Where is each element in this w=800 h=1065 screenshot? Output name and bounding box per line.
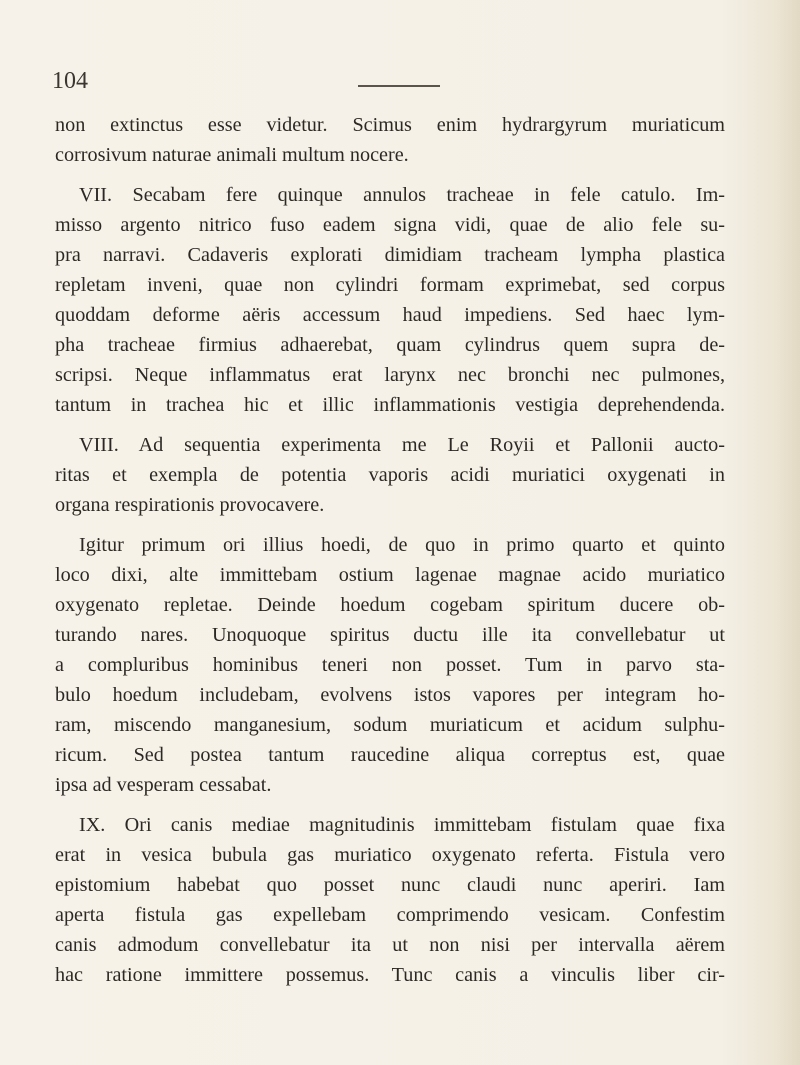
paragraph <box>55 180 725 420</box>
text-line: scripsi. Neque inflammatus erat larynx nec bronchi nec pulmones, <box>55 364 725 386</box>
text-line: VII. Secabam fere quinque annulos tracheae in fele catulo. Im- <box>79 184 725 206</box>
text-line: quoddam deforme aëris accessum haud impediens. Sed haec lym- <box>55 304 725 326</box>
paragraph <box>55 430 725 520</box>
text-line: ram, miscendo manganesium, sodum muriaticum et acidum sulphu- <box>55 714 725 736</box>
text-line: ritas et exempla de potentia vaporis acidi muriatici oxygenati in <box>55 464 725 486</box>
text-line: turando nares. Unoquoque spiritus ductu ille ita convellebatur ut <box>55 624 725 646</box>
text-line: aperta fistula gas expellebam comprimendo vesicam. Confestim <box>55 904 725 926</box>
text-line: tantum in trachea hic et illic inflammationis vestigia deprehendenda. <box>55 394 725 416</box>
text-line: pra narravi. Cadaveris explorati dimidiam tracheam lympha plastica <box>55 244 725 266</box>
text-line: corrosivum naturae animali multum nocere. <box>55 144 409 166</box>
text-line: oxygenato repletae. Deinde hoedum cogebam spiritum ducere ob- <box>55 594 725 616</box>
page-header <box>52 68 472 98</box>
text-line: canis admodum convellebatur ita ut non nisi per intervalla aërem <box>55 934 725 956</box>
body-text <box>55 110 725 990</box>
text-line: ricum. Sed postea tantum raucedine aliqua correptus est, quae <box>55 744 725 766</box>
text-line: IX. Ori canis mediae magnitudinis immittebam fistulam quae fixa <box>79 814 725 836</box>
paragraph <box>55 110 725 170</box>
text-line: ipsa ad vesperam cessabat. <box>55 774 272 796</box>
page-number: 104 <box>52 68 88 94</box>
header-rule <box>358 85 440 87</box>
text-line: erat in vesica bubula gas muriatico oxygenato referta. Fistula vero <box>55 844 725 866</box>
text-line: organa respirationis provocavere. <box>55 494 325 516</box>
paragraph <box>55 530 725 800</box>
text-line: Igitur primum ori illius hoedi, de quo in primo quarto et quinto <box>79 534 725 556</box>
paragraph <box>55 810 725 990</box>
text-line: pha tracheae firmius adhaerebat, quam cylindrus quem supra de- <box>55 334 725 356</box>
text-line: VIII. Ad sequentia experimenta me Le Royii et Pallonii aucto- <box>79 434 725 456</box>
text-line: a compluribus hominibus teneri non posset. Tum in parvo sta- <box>55 654 725 676</box>
text-line: misso argento nitrico fuso eadem signa vidi, quae de alio fele su- <box>55 214 725 236</box>
text-line: non extinctus esse videtur. Scimus enim hydrargyrum muriaticum <box>55 114 725 136</box>
text-line: epistomium habebat quo posset nunc claudi nunc aperiri. Iam <box>55 874 725 896</box>
text-line: repletam inveni, quae non cylindri formam exprimebat, sed corpus <box>55 274 725 296</box>
text-line: bulo hoedum includebam, evolvens istos vapores per integram ho- <box>55 684 725 706</box>
text-line: hac ratione immittere possemus. Tunc canis a vinculis liber cir- <box>55 964 725 986</box>
text-line: loco dixi, alte immittebam ostium lagenae magnae acido muriatico <box>55 564 725 586</box>
